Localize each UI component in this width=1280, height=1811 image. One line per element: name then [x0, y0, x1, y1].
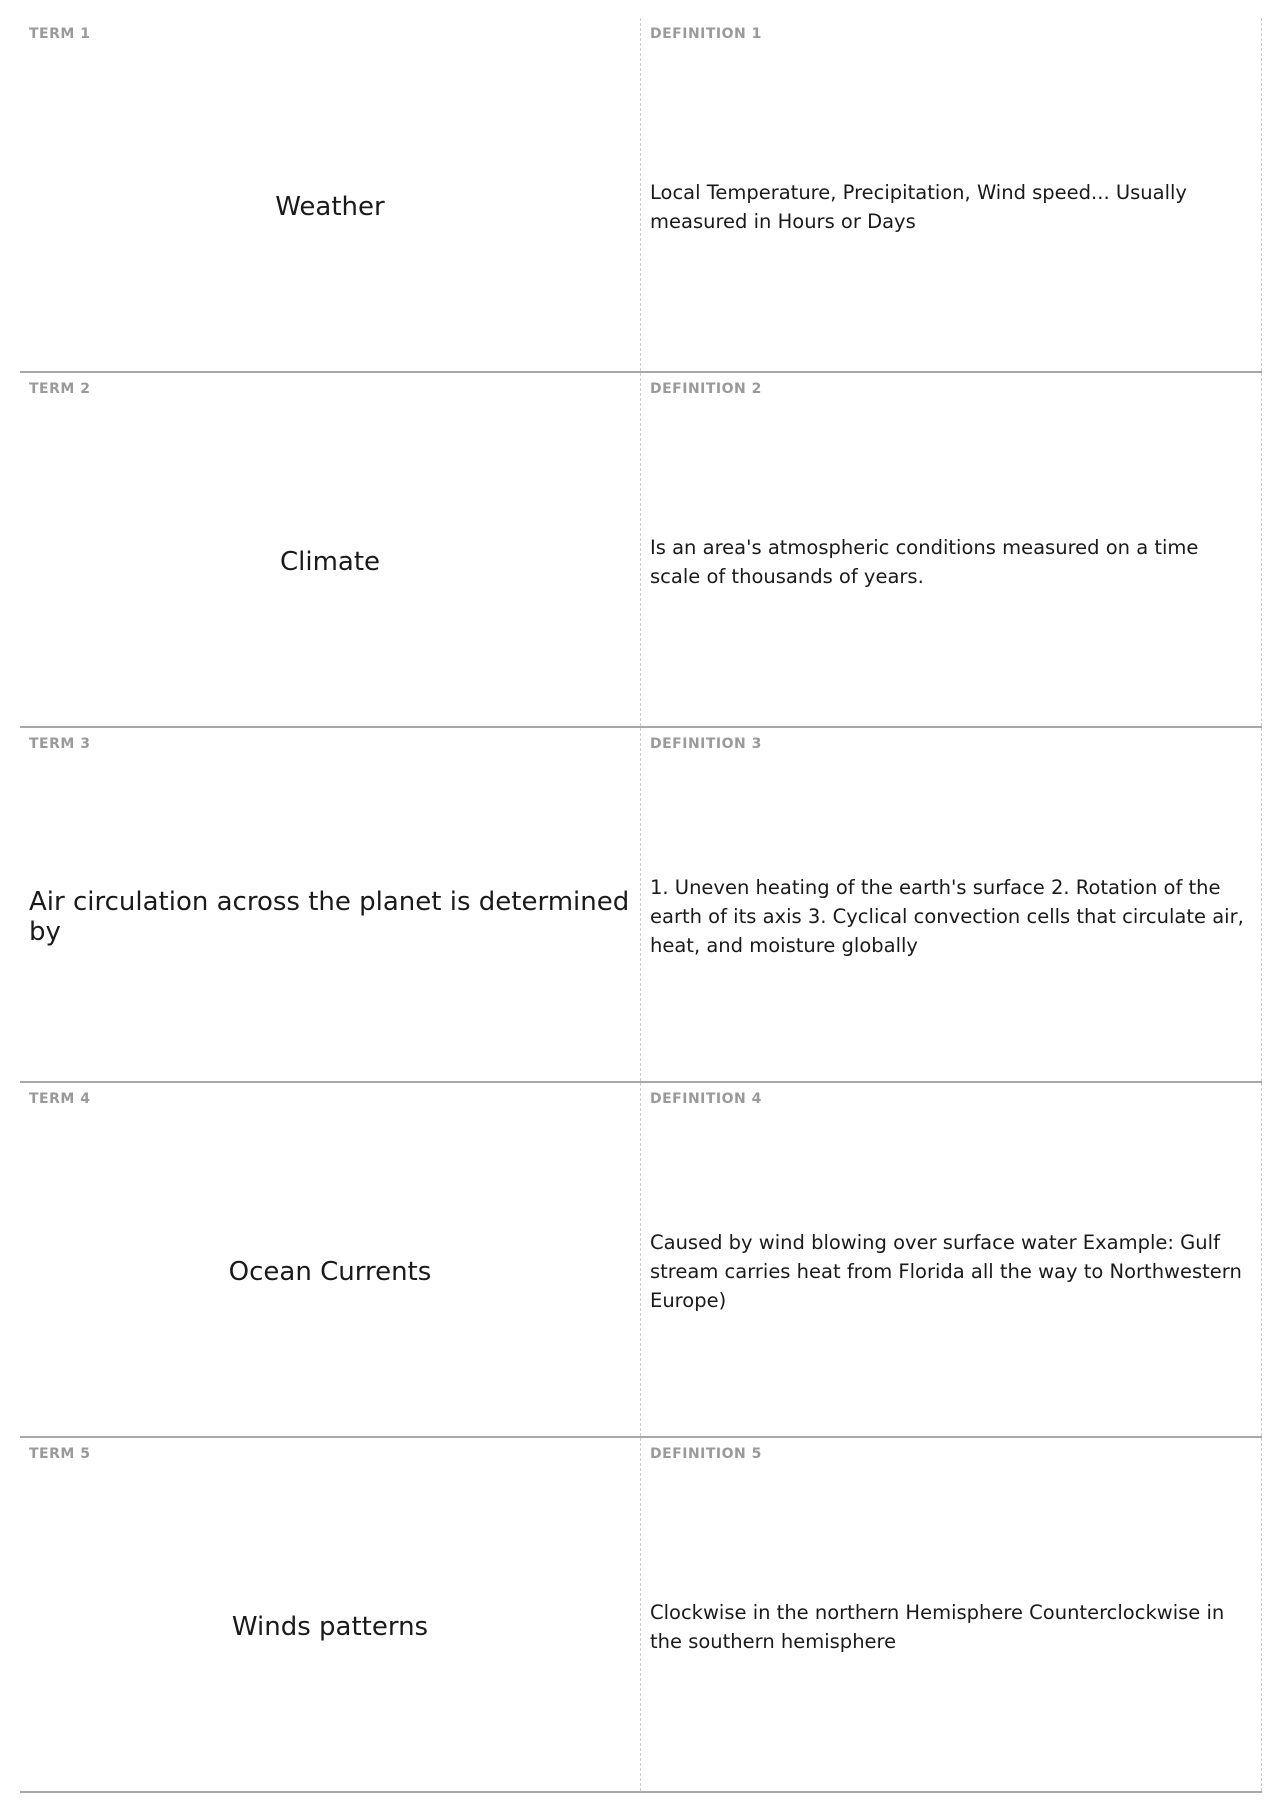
definition-text: Caused by wind blowing over surface water Example: Gulf stream carries heat from Florida all the way to Northwestern Europe)	[650, 1231, 1242, 1312]
flashcard-sheet	[20, 18, 1262, 1793]
flashcard-row	[20, 373, 1262, 728]
definition-cell	[641, 373, 1262, 726]
definition-cell	[641, 1083, 1262, 1436]
definition-text: 1. Uneven heating of the earth's surface 2. Rotation of the earth of its axis 3. Cyclical convection cells that circulate air, heat, and moisture globally	[650, 876, 1244, 957]
definition-text: Local Temperature, Precipitation, Wind speed... Usually measured in Hours or Days	[650, 180, 1187, 233]
term-text: Ocean Currents	[228, 1256, 432, 1287]
flashcard-row	[20, 1083, 1262, 1438]
definition-label: DEFINITION 1	[650, 26, 762, 42]
definition-label: DEFINITION 3	[650, 736, 762, 752]
definition-text: Is an area's atmospheric conditions measured on a time scale of thousands of years.	[650, 535, 1199, 588]
flashcard-row	[20, 18, 1262, 373]
definition-label: DEFINITION 2	[650, 381, 762, 397]
flashcard-row	[20, 1438, 1262, 1793]
term-text: Weather	[275, 191, 385, 222]
term-text: Climate	[279, 546, 381, 577]
term-label: TERM 4	[29, 1091, 91, 1107]
definition-label: DEFINITION 5	[650, 1446, 762, 1462]
term-cell	[20, 18, 641, 371]
term-cell	[20, 1083, 641, 1436]
term-label: TERM 2	[29, 381, 91, 397]
definition-cell	[641, 1438, 1262, 1791]
term-label: TERM 5	[29, 1446, 91, 1462]
term-label: TERM 1	[29, 26, 91, 42]
flashcard-row	[20, 728, 1262, 1083]
definition-cell	[641, 18, 1262, 371]
term-text: Winds patterns	[231, 1611, 429, 1642]
definition-text: Clockwise in the northern Hemisphere Counterclockwise in the southern hemisphere	[650, 1600, 1225, 1653]
term-cell	[20, 728, 641, 1081]
term-cell	[20, 373, 641, 726]
term-label: TERM 3	[29, 736, 91, 752]
term-text: Air circulation across the planet is determined by	[29, 886, 630, 947]
definition-cell	[641, 728, 1262, 1081]
term-cell	[20, 1438, 641, 1791]
definition-label: DEFINITION 4	[650, 1091, 762, 1107]
